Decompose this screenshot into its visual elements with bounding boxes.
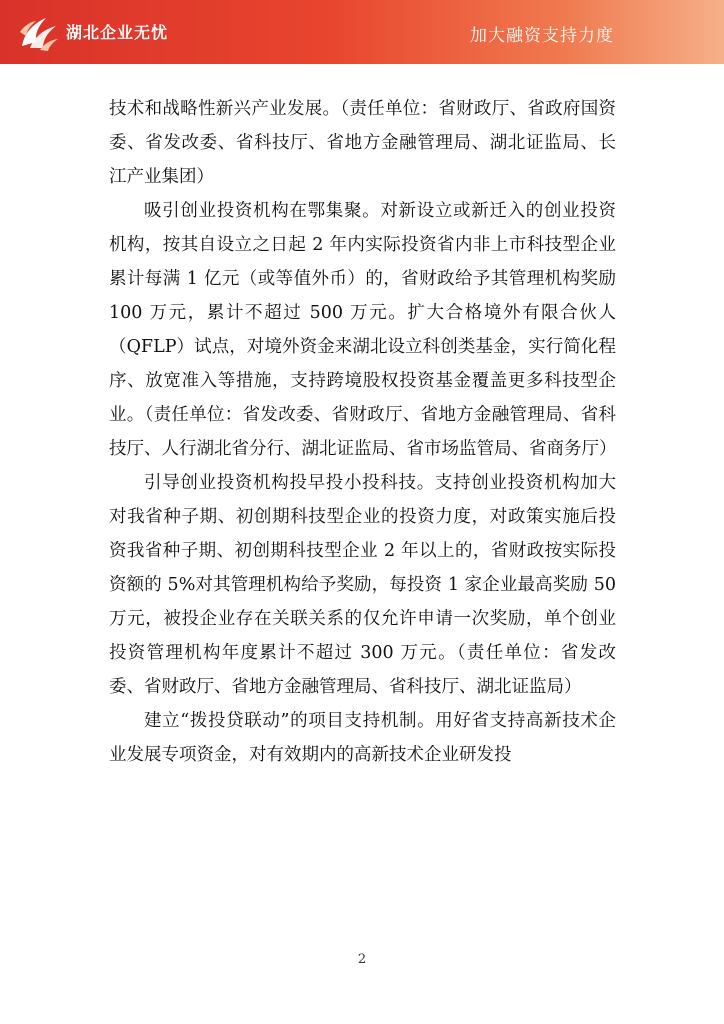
brand-name: 湖北企业无忧 — [66, 23, 169, 42]
paragraph-continuation: 技术和战略性新兴产业发展。（责任单位：省财政厅、省政府国资委、省发改委、省科技厅、省地方金融管理局、湖北证监局、长江产业集团） — [109, 99, 616, 187]
paragraph-investment-loan-linkage: 建立“拨投贷联动”的项目支持机制。用好省支持高新技术企业发展专项资金，对有效期内的高新技术企业研发投 — [109, 711, 616, 765]
paragraph-early-investment: 引导创业投资机构投早投小投科技。支持创业投资机构加大对我省种子期、初创期科技型企业的投资力度，对政策实施后投资我省种子期、初创期科技型企业 2 年以上的，省财政按实际投资额的 5%对其管理机构给予奖励，每投资 1 家企业最高奖励 50 万元，被投企业存在关联关系的仅允许申请一次奖励，单个创业投资管理机构年度累计不超过 300 万元。（责任单位：省发改委、省财政厅、省地方金融管理局、省科技厅、湖北证监局） — [109, 473, 616, 697]
page-number: 2 — [357, 952, 367, 967]
document-body — [109, 92, 616, 772]
brand-logo-icon — [18, 12, 60, 52]
header-title: 加大融资支持力度 — [470, 26, 614, 46]
paragraph-venture-capital: 吸引创业投资机构在鄂集聚。对新设立或新迁入的创业投资机构，按其自设立之日起 2 年内实际投资省内非上市科技型企业累计每满 1 亿元（或等值外币）的，省财政给予其管理机构奖励 100 万元，累计不超过 500 万元。扩大合格境外有限合伙人（QFLP）试点，对境外资金来湖北设立科创类基金，实行简化程序、放宽准入等措施，支持跨境股权投资基金覆盖更多科技型企业。（责任单位：省发改委、省财政厅、省地方金融管理局、省科技厅、人行湖北省分行、湖北证监局、省市场监管局、省商务厅） — [109, 201, 617, 459]
page-header — [0, 0, 724, 64]
